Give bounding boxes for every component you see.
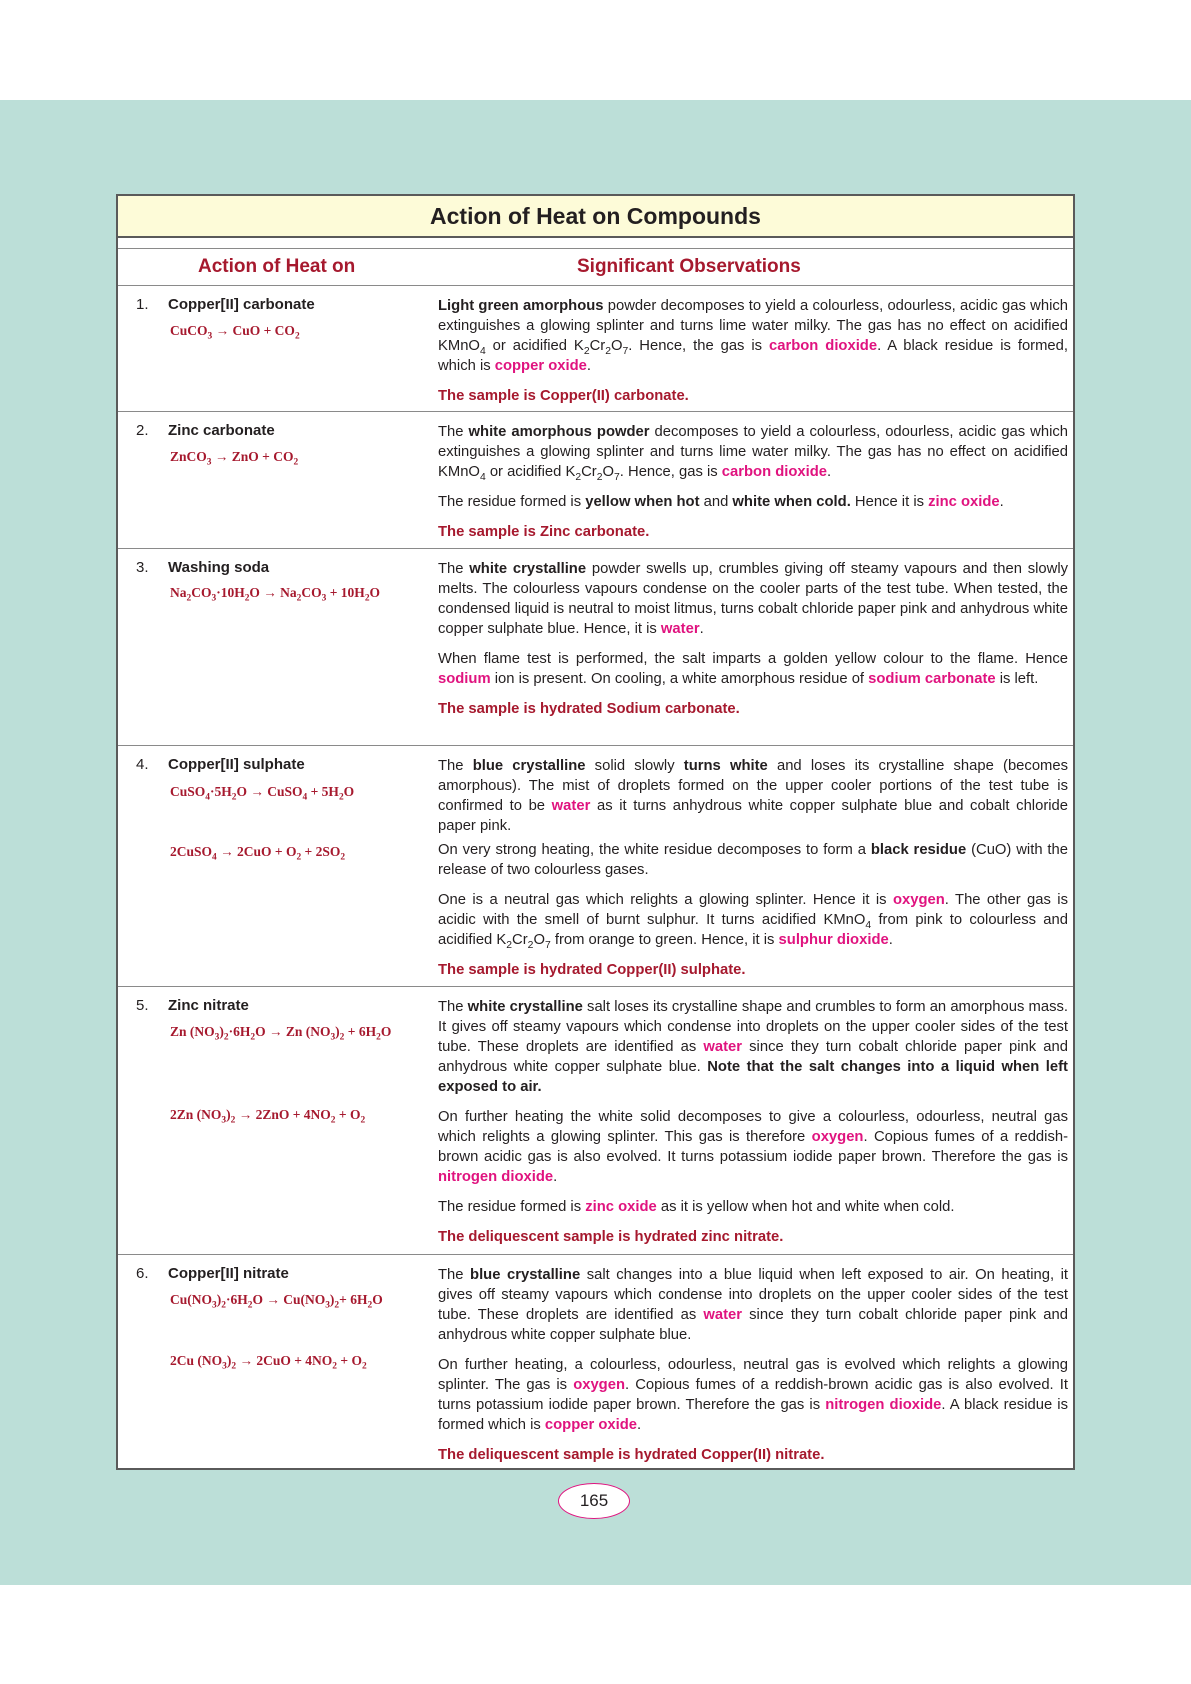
observations: The white crystalline salt loses its crystalline shape and crumbles to form an amorphous mass. It gives off steamy vapours which condense into droplets on the upper cooler sides of the test tube. These droplets are identified as water since they turn cobalt chloride paper pink and anhydrous white copper sulphate blue. Note that the salt changes into a liquid when left exposed to air. On further heating the white solid decomposes to give a colourless, odourless, neutral gas which relights a glowing splinter. This gas is therefore oxygen. Copious fumes of a reddish-brown acidic gas is also evolved. It turns potassium iodide paper brown. Therefore the gas is nitrogen dioxide. The residue formed is zinc oxide as it is yellow when hot and white when cold. The deliquescent sample is hydrated zinc nitrate. bbox=[438, 999, 1069, 1245]
table-header bbox=[118, 248, 1073, 286]
reaction-equation: $Cu(NO_3)_2\cdot 6H_2O \to Cu(NO_3)_2+ 6H_2O$ bbox=[170, 1292, 383, 1311]
reaction-equation: CuCO$_3$ → CuO + $CO_2$ bbox=[170, 323, 300, 342]
column-header-observations: Significant Observations bbox=[577, 256, 801, 277]
reaction-equation: Zn $(NO_3)_2\cdot 6H_2O \to Zn$ $(NO_3)_2 + 6H_2O$ bbox=[170, 1024, 392, 1043]
observations: The blue crystalline salt changes into a blue liquid when left exposed to air. On heating, it gives off steamy vapours which condense into droplets on the upper cooler sides of the test tube. These droplets are identified as water since they turn cobalt chloride paper pink and anhydrous white copper sulphate blue. On further heating, a colourless, odourless, neutral gas is evolved which relights a glowing splinter. The gas is oxygen. Copious fumes of a reddish-brown acidic gas is also evolved. It turns potassium iodide paper brown. Therefore the gas is nitrogen dioxide. A black residue is formed which is copper oxide. The deliquescent sample is hydrated Copper(II) nitrate. bbox=[438, 1267, 1069, 1463]
observations: The blue crystalline solid slowly turns white and loses its crystalline shape (becomes amorphous). The mist of droplets formed on the upper cooler portions of the test tube is confirmed to be water as it turns anhydrous white copper sulphate blue and cobalt chloride paper pink. On very strong heating, the white residue decomposes to form a black residue (CuO) with the release of two colourless gases. One is a neutral gas which relights a glowing splinter. Hence it is oxygen. The other gas is acidic with the smell of burnt sulphur. It turns acidified KMnO$_4$ from pink to colourless and acidified $K_2Cr_2O_7$ from orange to green. Hence, it is sulphur dioxide. The sample is hydrated Copper(II) sulphate. bbox=[438, 758, 1068, 978]
column-header-action: Action of Heat on bbox=[198, 256, 356, 277]
reaction-equation: 2Cu $(NO_3)_2 \to 2CuO + 4NO_2 + O_2$ bbox=[170, 1353, 367, 1372]
table-row bbox=[118, 549, 1073, 746]
row-number: 6. bbox=[136, 1265, 149, 1282]
compound-name: Copper[II] sulphate bbox=[168, 756, 305, 773]
reaction-equation: 2CuSO$_4$ → $2CuO + O_2 + 2SO_2$ bbox=[170, 844, 346, 863]
conclusion: The sample is hydrated Copper(II) sulphate. bbox=[438, 962, 746, 978]
conclusion: The sample is Copper(II) carbonate. bbox=[438, 388, 689, 404]
observations: Light green amorphous powder decomposes to yield a colourless, odourless, acidic gas which extinguishes a glowing splinter and turns lime water milky. The gas has no effect on acidified KMnO$_4$ or acidified $K_2Cr_2O_7$. Hence, the gas is carbon dioxide. A black residue is formed, which is copper oxide. The sample is Copper(II) carbonate. bbox=[438, 298, 1068, 404]
row-number: 4. bbox=[136, 756, 149, 773]
reaction-equation: $CuSO_4\cdot 5H_2O$ → CuSO$_4$ + $5H_2O$ bbox=[170, 784, 355, 803]
table-row bbox=[118, 412, 1073, 549]
page-title: Action of Heat on Compounds bbox=[118, 196, 1073, 238]
observations: The white amorphous powder decomposes to yield a colourless, odourless, acidic gas which extinguishes a glowing splinter and turns lime water milky. The gas has no effect on acidified KMnO$_4$ or acidified $K_2Cr_2O_7$. Hence, gas is carbon dioxide. The residue formed is yellow when hot and white when cold. Hence it is zinc oxide. The sample is Zinc carbonate. bbox=[438, 424, 1069, 540]
row-number: 1. bbox=[136, 296, 149, 313]
table-row bbox=[118, 1255, 1073, 1475]
table-box bbox=[116, 194, 1075, 1470]
table-row bbox=[118, 746, 1073, 987]
table-row bbox=[118, 987, 1073, 1255]
row-number: 2. bbox=[136, 422, 149, 439]
compound-name: Zinc carbonate bbox=[168, 422, 275, 439]
conclusion: The sample is Zinc carbonate. bbox=[438, 524, 650, 540]
page-number: 165 bbox=[558, 1483, 630, 1519]
conclusion: The sample is hydrated Sodium carbonate. bbox=[438, 701, 740, 717]
reaction-equation: 2Zn $(NO_3)_2 \to 2ZnO + 4NO_2 + O_2$ bbox=[170, 1107, 366, 1126]
row-number: 5. bbox=[136, 997, 149, 1014]
conclusion: The deliquescent sample is hydrated Copper(II) nitrate. bbox=[438, 1447, 825, 1463]
reaction-equation: ZnCO$_3$ → ZnO + $CO_2$ bbox=[170, 449, 299, 468]
observations: The white crystalline powder swells up, crumbles giving off steamy vapours and then slowly melts. The colourless vapours condense on the cooler parts of the test tube. When tested, the condensed liquid is neutral to moist litmus, turns cobalt chloride paper pink and anhydrous white copper sulphate blue. Hence, it is water. When flame test is performed, the salt imparts a golden yellow colour to the flame. Hence sodium ion is present. On cooling, a white amorphous residue of sodium carbonate is left. The sample is hydrated Sodium carbonate. bbox=[438, 561, 1069, 717]
compound-name: Copper[II] carbonate bbox=[168, 296, 315, 313]
table-row bbox=[118, 286, 1073, 412]
compound-name: Copper[II] nitrate bbox=[168, 1265, 289, 1282]
reaction-equation: $Na_2CO_3\cdot 10H_2O \to Na_2CO_3 + 10H_2O$ bbox=[170, 585, 381, 604]
compound-name: Washing soda bbox=[168, 559, 270, 576]
conclusion: The deliquescent sample is hydrated zinc nitrate. bbox=[438, 1229, 784, 1245]
compound-name: Zinc nitrate bbox=[168, 997, 249, 1014]
row-number: 3. bbox=[136, 559, 149, 576]
